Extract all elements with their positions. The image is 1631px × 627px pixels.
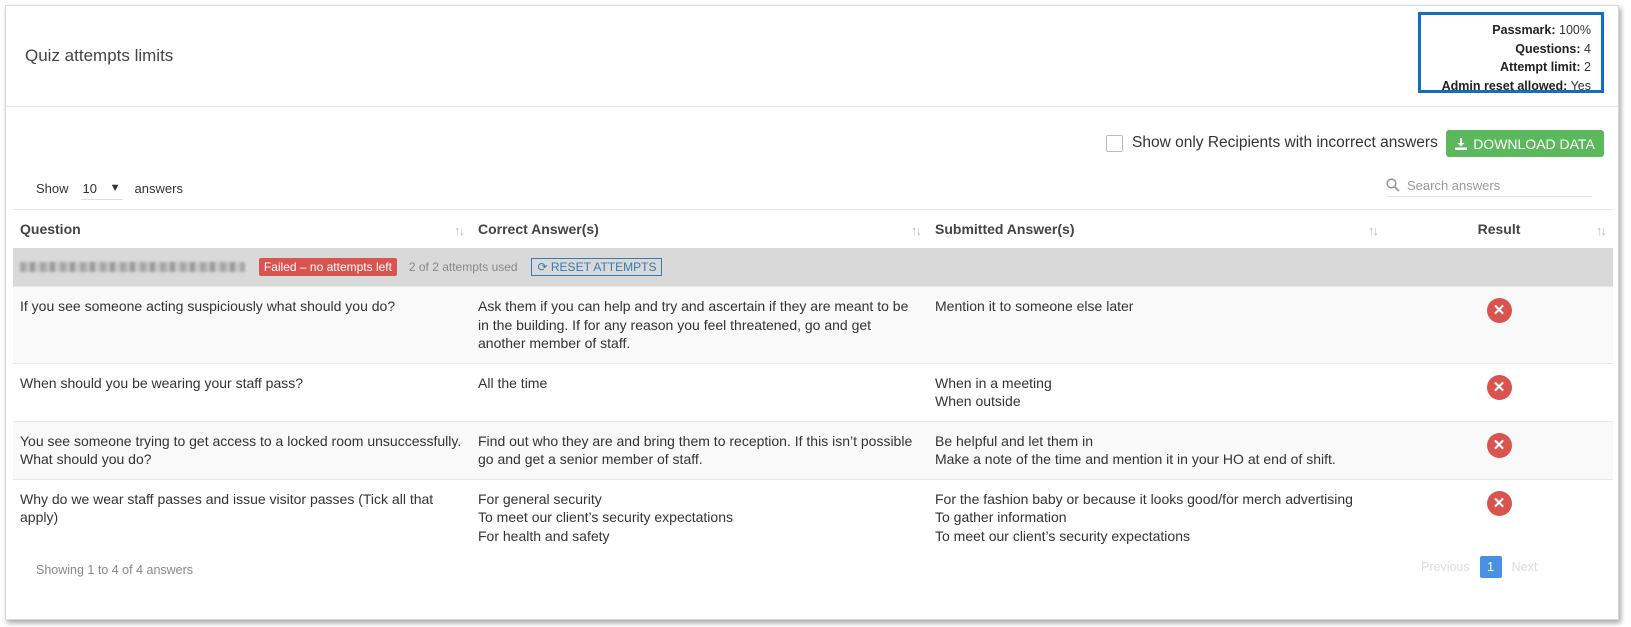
pagination <box>1421 556 1537 578</box>
column-question[interactable] <box>13 210 471 249</box>
submitted-cell <box>928 421 1385 479</box>
question-cell: You see someone trying to get access to a locked room unsuccessfully. What should you do? <box>13 421 471 479</box>
admin-reset-value: Yes <box>1570 78 1591 93</box>
answers-table <box>13 209 1613 555</box>
question-cell: When should you be wearing your staff pass? <box>13 363 471 421</box>
attempt-limit-value: 2 <box>1584 60 1591 74</box>
submitted-answer: When in a meeting <box>935 374 1052 391</box>
search-icon <box>1386 178 1400 192</box>
result-cell <box>1385 287 1613 364</box>
admin-reset-label: Admin reset allowed: <box>1441 78 1568 93</box>
questions-label: Questions: <box>1515 41 1581 56</box>
show-label: Show <box>36 181 69 196</box>
result-cell <box>1385 421 1613 479</box>
page-length-select[interactable] <box>81 177 123 200</box>
search-box[interactable] <box>1386 174 1592 197</box>
question-cell: Why do we wear staff passes and issue visitor passes (Tick all that apply) <box>13 479 471 555</box>
question-cell: If you see someone acting suspiciously what should you do? <box>13 287 471 364</box>
sort-icon: ↑↓ <box>911 223 920 238</box>
panel-header <box>6 6 1618 107</box>
incorrect-icon: ✕ <box>1487 298 1512 323</box>
table-row <box>13 479 1613 555</box>
submitted-cell <box>928 287 1385 364</box>
answers-label: answers <box>134 181 183 196</box>
correct-answer: To meet our client’s security expectations <box>478 509 733 525</box>
correct-cell <box>471 287 928 364</box>
page-title: Quiz attempts limits <box>25 46 174 65</box>
table-row <box>13 287 1613 364</box>
result-cell <box>1385 363 1613 421</box>
table-row <box>13 421 1613 479</box>
chevron-down-icon: ▼ <box>109 182 121 194</box>
column-submitted-label: Submitted Answer(s) <box>935 221 1075 237</box>
search-input[interactable]: Search answers <box>1407 177 1501 193</box>
download-data-label: DOWNLOAD DATA <box>1473 135 1595 152</box>
incorrect-icon: ✕ <box>1487 375 1512 400</box>
page-1-button[interactable]: 1 <box>1480 556 1502 578</box>
submitted-cell <box>928 479 1385 555</box>
column-correct-answers[interactable] <box>471 210 928 249</box>
submitted-answer: Be helpful and let them in <box>935 432 1093 449</box>
column-correct-label: Correct Answer(s) <box>478 221 599 237</box>
submitted-answer: To gather information <box>935 509 1067 525</box>
attempts-used-text: 2 of 2 attempts used <box>408 260 518 275</box>
reset-attempts-button[interactable] <box>531 258 662 276</box>
table-row <box>13 363 1613 421</box>
questions-value: 4 <box>1584 41 1591 56</box>
table-info: Showing 1 to 4 of 4 answers <box>36 563 194 577</box>
column-result[interactable] <box>1385 210 1613 249</box>
incorrect-filter[interactable] <box>1106 134 1438 152</box>
status-badge: Failed – no attempts left <box>259 258 397 276</box>
column-result-label: Result <box>1477 221 1521 237</box>
sort-icon: ↑↓ <box>454 223 463 238</box>
passmark-value: 100% <box>1559 23 1591 37</box>
correct-cell <box>471 479 928 555</box>
incorrect-icon: ✕ <box>1487 433 1512 458</box>
correct-answer: Find out who they are and bring them to reception. If this isn’t possible go and get a senior member of staff. <box>478 432 913 467</box>
correct-answer: For health and safety <box>478 527 610 544</box>
submitted-answer: For the fashion baby or because it looks good/for merch advertising <box>935 490 1353 507</box>
page-length-value: 10 <box>82 180 97 196</box>
submitted-answer: Mention it to someone else later <box>935 298 1134 314</box>
recipient-group-row <box>13 248 1613 287</box>
correct-answer: For general security <box>478 490 602 507</box>
result-cell <box>1385 479 1613 555</box>
correct-cell <box>471 421 928 479</box>
page-length <box>36 177 183 200</box>
passmark-label: Passmark: <box>1492 23 1556 37</box>
submitted-cell <box>928 363 1385 421</box>
next-page-button[interactable]: Next <box>1511 560 1538 574</box>
quiz-panel <box>5 5 1619 620</box>
previous-page-button[interactable]: Previous <box>1421 560 1470 574</box>
correct-answer: Ask them if you can help and try and ascertain if they are meant to be in the building. If for any reason you feel threatened, go and get another member of staff. <box>478 298 909 351</box>
correct-answer: All the time <box>478 374 548 391</box>
quiz-summary <box>1418 12 1604 93</box>
column-question-label: Question <box>20 221 81 237</box>
download-icon <box>1455 138 1467 150</box>
submitted-answer: To meet our client’s security expectations <box>935 527 1190 544</box>
attempt-limit-label: Attempt limit: <box>1500 60 1581 74</box>
incorrect-filter-checkbox[interactable] <box>1106 135 1123 152</box>
sort-icon: ↑↓ <box>1368 223 1377 238</box>
incorrect-icon: ✕ <box>1487 491 1512 516</box>
refresh-icon: ⟳ <box>537 260 548 275</box>
submitted-answer: Make a note of the time and mention it in your HO at end of shift. <box>935 451 1336 467</box>
reset-attempts-label: RESET ATTEMPTS <box>550 260 657 275</box>
column-submitted-answers[interactable] <box>928 210 1385 249</box>
download-data-button[interactable] <box>1446 130 1604 157</box>
submitted-answer: When outside <box>935 393 1021 409</box>
correct-cell <box>471 363 928 421</box>
incorrect-filter-label: Show only Recipients with incorrect answers <box>1132 134 1438 151</box>
sort-icon: ↑↓ <box>1596 223 1605 238</box>
recipient-name-redacted <box>20 262 245 272</box>
